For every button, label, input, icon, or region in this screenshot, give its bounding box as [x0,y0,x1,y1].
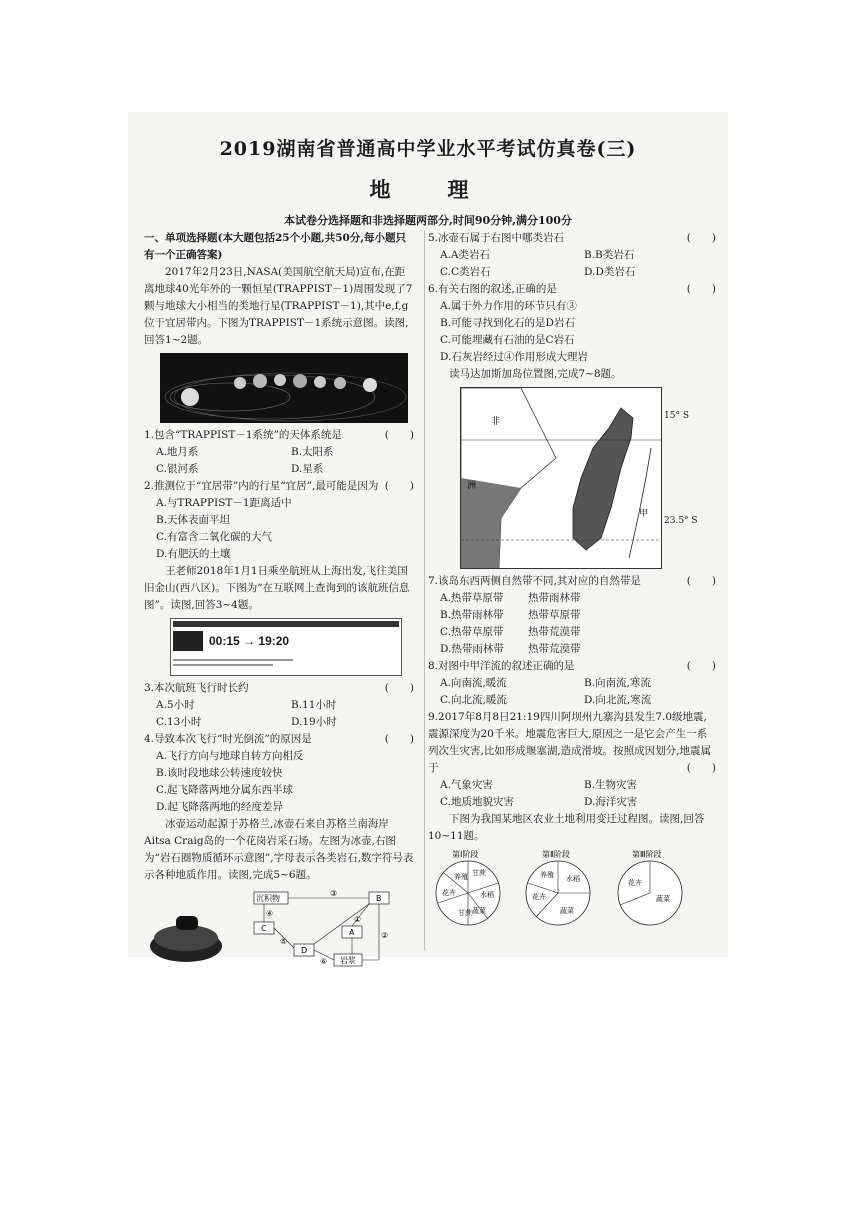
q9-stem [428,709,716,777]
q7-option-d-west: D.热带雨林带 [440,643,504,655]
q9-option-d: D.海洋灾害 [584,796,638,808]
q7-option-d-east: 热带荒漠带 [528,643,581,655]
trappist-system-figure [160,353,408,423]
q2-stem: 2.推测位于“宜居带”内的行星“宜居”,最可能是因为 [144,480,379,492]
pie-stage-3 [618,849,682,925]
q7-option-a-west: A.热带草原带 [440,592,504,604]
pie1-label-6: 蔬菜 [472,907,486,915]
q6-stem: 6.有关右图的叙述,正确的是 [428,283,557,295]
lat-label-23-5s: 23.5° S [664,516,698,526]
q3-stem: 3.本次航班飞行时长约 [144,682,249,694]
rock-process-2: ② [381,931,389,940]
pie1-label-1: 养殖 [454,873,468,881]
q1-option-a: A.地月系 [156,446,199,458]
q5-answer-paren: ( ) [686,232,716,244]
lat-label-15s: 15° S [664,411,689,421]
q4-option-b: B.该时段地球公转速度较快 [156,767,283,779]
q2-option-c: C.有富含二氧化碳的大气 [156,531,272,543]
pie2-title: 第Ⅱ阶段 [542,850,570,859]
q5-option-a: A.A类岩石 [440,249,491,261]
rock-process-1: ① [354,915,362,924]
pie2-label-2: 水稻 [566,875,580,883]
q8-option-b: B.向南流,寒流 [584,677,651,689]
q1-answer-paren: ( ) [384,429,414,441]
flight-arrow: → [243,634,256,648]
pie3-title: 第Ⅲ阶段 [632,850,662,859]
rock-process-5: ⑤ [280,937,288,946]
q8-option-d: D.向北流,寒流 [584,694,652,706]
map-label-jia: 甲 [639,509,649,519]
q9-option-b: B.生物灾害 [584,779,638,791]
passage-flight: 王老师2018年1月1日乘坐航班从上海出发,飞往美国旧金山(西八区)。下图为“在互联网上查询到的该航班信息图”。读图,回答3~4题。 [144,565,410,611]
q3-option-a: A.5小时 [156,699,195,711]
rock-label-magma: 岩浆 [340,956,356,965]
q8-option-a: A.向南流,暖流 [440,677,507,689]
exam-title: 2019湖南省普通高中学业水平考试仿真卷(三) [219,138,637,160]
passage-land-use: 下图为我国某地区农业土地利用变迁过程图。读图,回答10~11题。 [428,813,705,842]
q2-option-a: A.与TRAPPIST－1距离适中 [156,497,292,509]
q3-answer-paren: ( ) [384,682,414,694]
exam-paper [128,112,728,966]
section-heading: 一、单项选择题(本大题包括25个小题,共50分,每小题只有一个正确答案) [144,232,407,261]
q1-stem: 1.包含“TRAPPIST－1系统”的天体系统是 [144,429,342,441]
q4-option-c: C.起飞降落两地分属东西半球 [156,784,293,796]
q2-option-d: D.有肥沃的土壤 [156,548,231,560]
flight-departure-time: 00:15 [209,634,240,648]
rock-label-b: B [376,894,382,903]
q1-option-c: C.银河系 [156,463,199,475]
q8-answer-paren: ( ) [686,660,716,672]
left-column [144,230,414,974]
q9-answer-paren: ( ) [686,762,716,774]
q4-option-a: A.飞行方向与地球自转方向相反 [156,750,304,762]
pie3-label-1: 花卉 [628,879,642,887]
q1-option-d: D.星系 [291,463,324,475]
q6-option-c: C.可能埋藏有石油的是C岩石 [440,334,575,346]
q6-option-b: B.可能寻找到化石的是D岩石 [440,317,575,329]
q6-option-a: A.属于外力作用的环节只有③ [440,300,577,312]
q5-option-d: D.D类岩石 [584,266,636,278]
pie-stage-2 [526,849,590,925]
current-jia-line [629,448,651,558]
q6-answer-paren: ( ) [686,283,716,295]
q7-option-c-west: C.热带草原带 [440,626,504,638]
pie2-label-3: 花卉 [532,893,546,901]
rock-cycle-figure [144,888,394,970]
rock-process-4: ④ [266,909,274,918]
q2-option-b: B.天体表面平坦 [156,514,231,526]
q8-option-c: C.向北流,暖流 [440,694,507,706]
rock-label-a: A [349,928,355,937]
pie1-label-5: 甘蔗 [458,909,472,917]
rock-process-6: ⑥ [320,957,328,966]
pie1-title: 第Ⅰ阶段 [452,850,479,859]
pie1-label-3: 水稻 [480,891,494,899]
flight-arrival-time: 19:20 [258,634,290,648]
q6-option-d: D.石灰岩经过④作用形成大理岩 [440,351,588,363]
q4-answer-paren: ( ) [384,733,414,745]
column-divider [424,230,425,950]
q7-option-b-east: 热带草原带 [528,609,581,621]
rock-label-c: C [261,924,267,933]
madagascar-map-figure [460,387,662,569]
q3-option-d: D.19小时 [291,716,337,728]
pie2-label-4: 蔬菜 [560,907,574,915]
rock-process-3: ③ [330,889,338,898]
pie2-label-1: 养殖 [540,871,554,879]
rock-label-sediment: 沉积物 [256,894,280,903]
madagascar-island [573,408,633,550]
curling-stone-image [150,916,222,962]
q4-option-d: D.起飞降落两地的经度差异 [156,801,283,813]
map-label-africa: 非 [491,417,501,427]
subject-heading: 地 理 [369,177,487,202]
q3-option-c: C.13小时 [156,716,202,728]
right-column [428,230,716,933]
q1-option-b: B.太阳系 [291,446,334,458]
rock-label-d: D [301,946,308,955]
q7-option-c-east: 热带荒漠带 [528,626,581,638]
q4-stem: 4.导致本次飞行“时光倒流”的原因是 [144,733,312,745]
q7-stem: 7.该岛东西两侧自然带不同,其对应的自然带是 [428,575,641,587]
q3-option-b: B.11小时 [291,699,337,711]
pie3-label-2: 蔬菜 [656,895,670,903]
flight-info-figure [170,618,402,676]
q5-stem: 5.冰壶石属于右图中哪类岩石 [428,232,565,244]
pie1-label-4: 花卉 [442,889,456,897]
q9-option-a: A.气象灾害 [440,779,493,791]
passage-curling: 冰壶运动起源于苏格兰,冰壶石来自苏格兰南海岸Aitsa Craig岛的一个花岗岩采石场。左图为冰壶,右图为“岩石圈物质循环示意图”,字母表示各类岩石,数字符号表示各种地质作用。读图,完成5~6题。 [144,818,414,881]
q7-option-b-west: B.热带雨林带 [440,609,504,621]
exam-intro: 本试卷分选择题和非选择题两部分,时间90分钟,满分100分 [284,214,572,227]
q2-answer-paren: ( ) [384,480,414,492]
q7-answer-paren: ( ) [686,575,716,587]
passage-madagascar: 读马达加斯加岛位置图,完成7~8题。 [449,368,622,380]
q8-stem: 8.对图中甲洋流的叙述正确的是 [428,660,575,672]
land-use-pies-figure [428,849,708,929]
map-label-continent: 洲 [467,481,477,491]
africa-land-shade [461,478,521,568]
q5-option-c: C.C类岩石 [440,266,491,278]
q7-option-a-east: 热带雨林带 [528,592,581,604]
pie-stage-1 [436,849,500,925]
pie1-label-2: 甘蔗 [472,869,486,877]
passage-trappist: 2017年2月23日,NASA(美国航空航天局)宣布,在距离地球40光年外的一颗恒星(TRAPPIST－1)周围发现了7颗与地球大小相当的类地行星(TRAPPIST－1),其中e,f,g位于宜居带内。下图为TRAPPIST－1系统示意图。读图,回答1~2题。 [144,266,413,346]
q5-option-b: B.B类岩石 [584,249,635,261]
q9-option-c: C.地质地貌灾害 [440,796,514,808]
q9-stem-text: 9.2017年8月8日21:19四川阿坝州九寨沟县发生7.0级地震,震源深度为20千米。地震危害巨大,原因之一是它会产生一系列次生灾害,比如形成堰塞湖,造成滑坡。按照成因划分,地震属于 [428,711,712,774]
